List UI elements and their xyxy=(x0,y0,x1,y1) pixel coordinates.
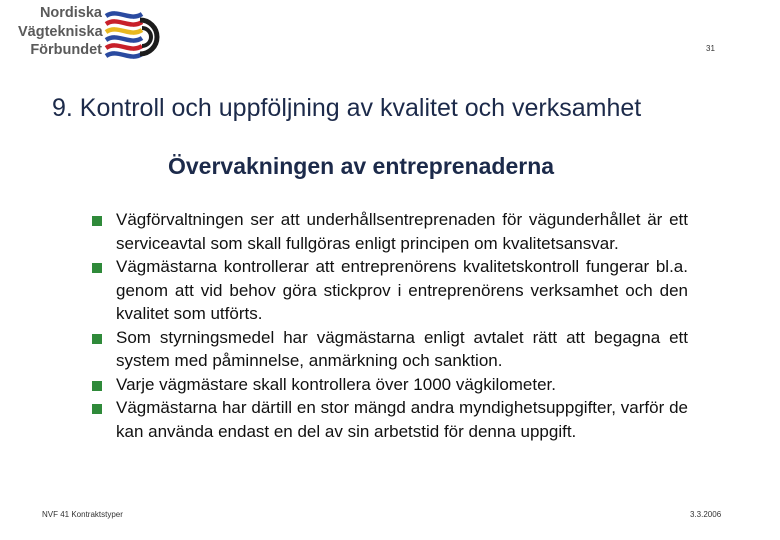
logo-line-1: Nordiska xyxy=(39,5,102,21)
logo-line-2: Vägtekniska xyxy=(18,23,103,40)
section-subtitle: Övervakningen av entreprenaderna xyxy=(168,153,555,179)
bullet-item xyxy=(92,255,688,326)
bullet-square-icon xyxy=(92,404,102,414)
bullet-list xyxy=(92,208,688,443)
logo-line-3: Förbundet xyxy=(30,42,102,58)
footer-date: 3.3.2006 xyxy=(690,510,722,519)
bullet-text: Som styrningsmedel har vägmästarna enligt avtalet rätt att begagna ett system med påminnelse, anmärkning och sanktion. xyxy=(116,327,688,370)
logo-text xyxy=(18,4,102,60)
footer-left-text: NVF 41 Kontraktstyper xyxy=(42,510,123,519)
nvf-logo xyxy=(18,4,168,66)
bullet-item xyxy=(92,373,688,397)
bullet-square-icon xyxy=(92,263,102,273)
bullet-item xyxy=(92,326,688,373)
bullet-square-icon xyxy=(92,334,102,344)
bullet-text: Vägförvaltningen ser att underhållsentreprenaden för vägunderhållet är ett serviceavtal som skall fullgöras enligt principen om kvalitetsansvar. xyxy=(116,210,688,253)
bullet-text: Varje vägmästare skall kontrollera över 1000 vägkilometer. xyxy=(116,374,557,394)
page-title: 9. Kontroll och uppföljning av kvalitet och verksamhet xyxy=(52,94,642,122)
bullet-item xyxy=(92,396,688,443)
bullet-square-icon xyxy=(92,216,102,226)
bullet-item xyxy=(92,208,688,255)
logo-stripes-icon xyxy=(104,6,168,64)
bullet-text: Vägmästarna har därtill en stor mängd andra myndighetsuppgifter, varför de kan använda endast en del av sin arbetstid för denna uppgift. xyxy=(116,398,688,441)
page-number: 31 xyxy=(706,44,715,53)
bullet-square-icon xyxy=(92,381,102,391)
bullet-text: Vägmästarna kontrollerar att entreprenörens kvalitetskontroll fungerar bl.a. genom att vid behov göra stickprov i entreprenörens verksamhet och den kvalitet som utförts. xyxy=(116,257,688,323)
